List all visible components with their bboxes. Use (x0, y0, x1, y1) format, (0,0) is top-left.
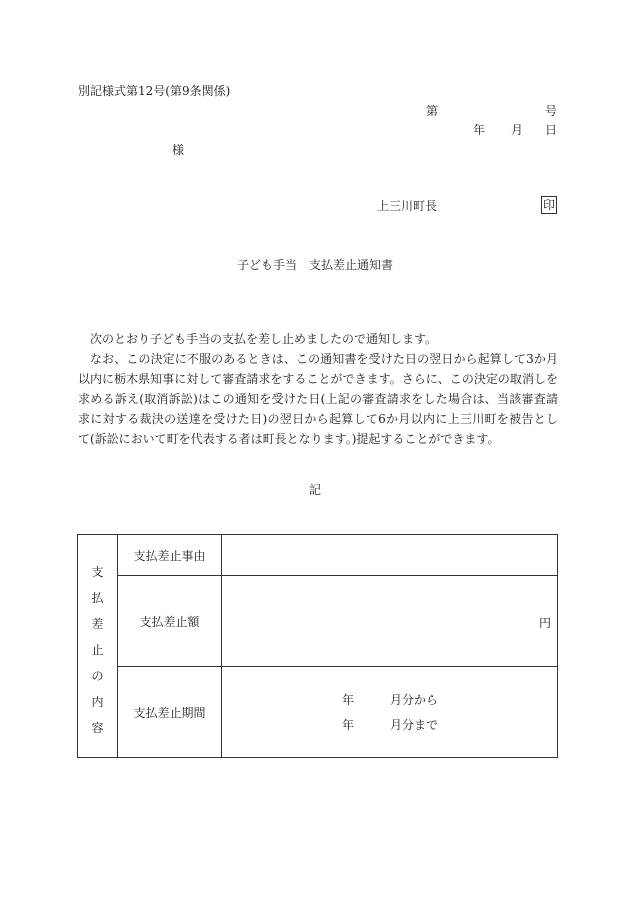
body-text (78, 329, 558, 449)
vertical-char: 払 (91, 590, 104, 605)
date-year: 年 (473, 123, 486, 137)
reason-label: 支払差止事由 (118, 535, 222, 576)
addressee-suffix: 様 (172, 143, 185, 157)
reason-value (222, 535, 558, 576)
period-label: 支払差止期間 (118, 667, 222, 758)
vertical-char: 内 (91, 694, 104, 709)
period-to-year: 年 (342, 718, 355, 732)
period-from-year: 年 (342, 693, 355, 707)
date-day: 日 (545, 123, 558, 137)
amount-value (222, 576, 558, 667)
vertical-char: の (91, 668, 104, 683)
issuer-name: 上三川町長 (377, 199, 438, 213)
period-value (222, 667, 558, 758)
date-month: 月 (511, 123, 524, 137)
vertical-char: 止 (91, 642, 104, 657)
detail-table (77, 534, 558, 758)
amount-unit: 円 (538, 616, 551, 630)
ki-heading: 記 (308, 483, 321, 497)
form-number: 別記様式第12号(第9条関係) (78, 84, 231, 98)
amount-label: 支払差止額 (118, 576, 222, 667)
period-from-month: 月分から (390, 693, 439, 707)
vertical-char: 支 (91, 564, 104, 579)
vertical-char: 容 (91, 720, 104, 735)
doc-number-prefix: 第 (426, 104, 439, 118)
period-to-month: 月分まで (390, 718, 439, 732)
body-paragraph-1: 次のとおり子ども手当の支払を差し止めましたので通知します。 (90, 332, 438, 346)
vertical-char: 差 (91, 616, 104, 631)
seal-mark: 印 (543, 198, 556, 212)
body-paragraph-2: なお、この決定に不服のあるときは、この通知書を受けた日の翌日から起算して3か月以内に栃木県知事に対して審査請求をすることができます。さらに、この決定の取消しを求める訴え(取消訴訟)はこの通知を受けた日(上記の審査請求をした場合は、当該審査請求に対する裁決の送達を受けた日)の翌日から起算して6か月以内に上三川町を被告として(訴訟において町を代表する者は町長となります。)提起することができます。 (78, 352, 558, 446)
period-from (342, 691, 438, 708)
period-to (342, 716, 438, 733)
document-title: 子ども手当 支払差止通知書 (236, 258, 393, 272)
vertical-label-cell (78, 535, 118, 758)
doc-number-suffix: 号 (545, 104, 558, 118)
